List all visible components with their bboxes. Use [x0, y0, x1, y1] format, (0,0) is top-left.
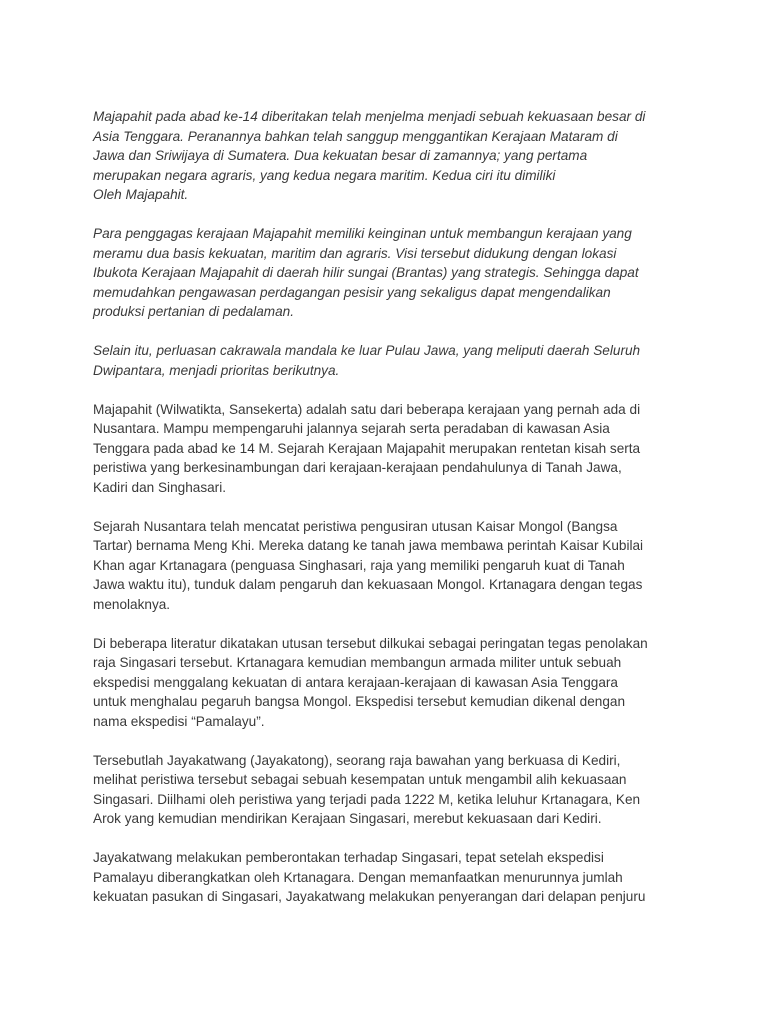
text-line: untuk menghalau pegaruh bangsa Mongol. Ekspedisi tersebut kemudian dikenal dengan [93, 694, 626, 709]
text-line: Jayakatwang melakukan pemberontakan terhadap Singasari, tepat setelah ekspedisi [93, 850, 604, 865]
text-line: Asia Tenggara. Peranannya bahkan telah sanggup menggantikan Kerajaan Mataram di [93, 128, 618, 144]
text-line: Nusantara. Mampu mempengaruhi jalannya sejarah serta peradaban di kawasan Asia [93, 421, 610, 436]
paragraph [93, 341, 683, 380]
paragraph [93, 224, 683, 322]
text-line: Selain itu, perluasan cakrawala mandala ke luar Pulau Jawa, yang meliputi daerah Seluruh [93, 343, 641, 358]
text-line: Sejarah Nusantara telah mencatat peristiwa pengusiran utusan Kaisar Mongol (Bangsa [93, 518, 618, 534]
text-line: meramu dua basis kekuatan, maritim dan agraris. Visi tersebut didukung dengan lokasi [93, 245, 617, 261]
text-line: Ibukota Kerajaan Majapahit di daerah hilir sungai (Brantas) yang strategis. Sehingga dapat [93, 265, 639, 280]
text-line: nama ekspedisi “Pamalayu”. [93, 713, 265, 729]
paragraph [93, 634, 683, 732]
text-line: memudahkan pengawasan perdagangan pesisir yang sekaligus dapat mengendalikan [93, 284, 611, 300]
text-line: Kadiri dan Singhasari. [93, 479, 226, 495]
text-line: raja Singasari tersebut. Krtanagara kemudian membangun armada militer untuk sebuah [93, 655, 622, 670]
text-line: Singasari. Diilhami oleh peristiwa yang terjadi pada 1222 M, ketika leluhur Krtanagara, Ken [93, 791, 641, 807]
paragraph [93, 517, 683, 615]
paragraph [93, 107, 683, 205]
text-line: ekspedisi menggalang kekuatan di antara kerajaan-kerajaan di kawasan Asia Tenggara [93, 674, 618, 690]
text-line: Para penggagas kerajaan Majapahit memiliki keinginan untuk membangun kerajaan yang [93, 226, 632, 241]
text-line: peristiwa yang berkesinambungan dari kerajaan-kerajaan pendahulunya di Tanah Jawa, [93, 460, 622, 475]
text-line: Tenggara pada abad ke 14 M. Sejarah Kerajaan Majapahit merupakan rentetan kisah serta [93, 440, 641, 456]
text-line: menolaknya. [93, 596, 171, 612]
text-line: Tartar) bernama Meng Khi. Mereka datang ke tanah jawa membawa perintah Kaisar Kubilai [93, 538, 644, 553]
text-line: melihat peristiwa tersebut sebagai sebuah kesempatan untuk mengambil alih kekuasaan [93, 772, 627, 787]
text-line: Jawa dan Sriwijaya di Sumatera. Dua kekuatan besar di zamannya; yang pertama [93, 148, 588, 163]
text-line: Khan agar Krtanagara (penguasa Singhasari, raja yang memiliki pengaruh kuat di Tanah [93, 557, 625, 573]
text-line: Dwipantara, menjadi prioritas berikutnya. [93, 362, 340, 378]
paragraph [93, 400, 683, 498]
text-line: Arok yang kemudian mendirikan Kerajaan Singasari, merebut kekuasaan dari Kediri. [93, 811, 602, 826]
text-line: merupakan negara agraris, yang kedua negara maritim. Kedua ciri itu dimiliki [93, 167, 556, 183]
text-line: Majapahit pada abad ke-14 diberitakan telah menjelma menjadi sebuah kekuasaan besar di [93, 109, 646, 124]
text-line: produksi pertanian di pedalaman. [93, 304, 295, 319]
text-line: Oleh Majapahit. [93, 187, 189, 202]
text-line: Tersebutlah Jayakatwang (Jayakatong), seorang raja bawahan yang berkuasa di Kediri, [93, 752, 621, 768]
paragraph [93, 848, 683, 907]
text-line: Majapahit (Wilwatikta, Sansekerta) adalah satu dari beberapa kerajaan yang pernah ada di [93, 401, 641, 417]
paragraph [93, 751, 683, 829]
document-body [93, 107, 683, 926]
text-line: Di beberapa literatur dikatakan utusan tersebut dilkukai sebagai peringatan tegas penolakan [93, 635, 648, 651]
text-line: Pamalayu diberangkatkan oleh Krtanagara. Dengan memanfaatkan menurunnya jumlah [93, 869, 623, 885]
text-line: Jawa waktu itu), tunduk dalam pengaruh dan kekuasaan Mongol. Krtanagara dengan tegas [93, 577, 643, 592]
text-line: kekuatan pasukan di Singasari, Jayakatwang melakukan penyerangan dari delapan penjuru [93, 889, 646, 904]
